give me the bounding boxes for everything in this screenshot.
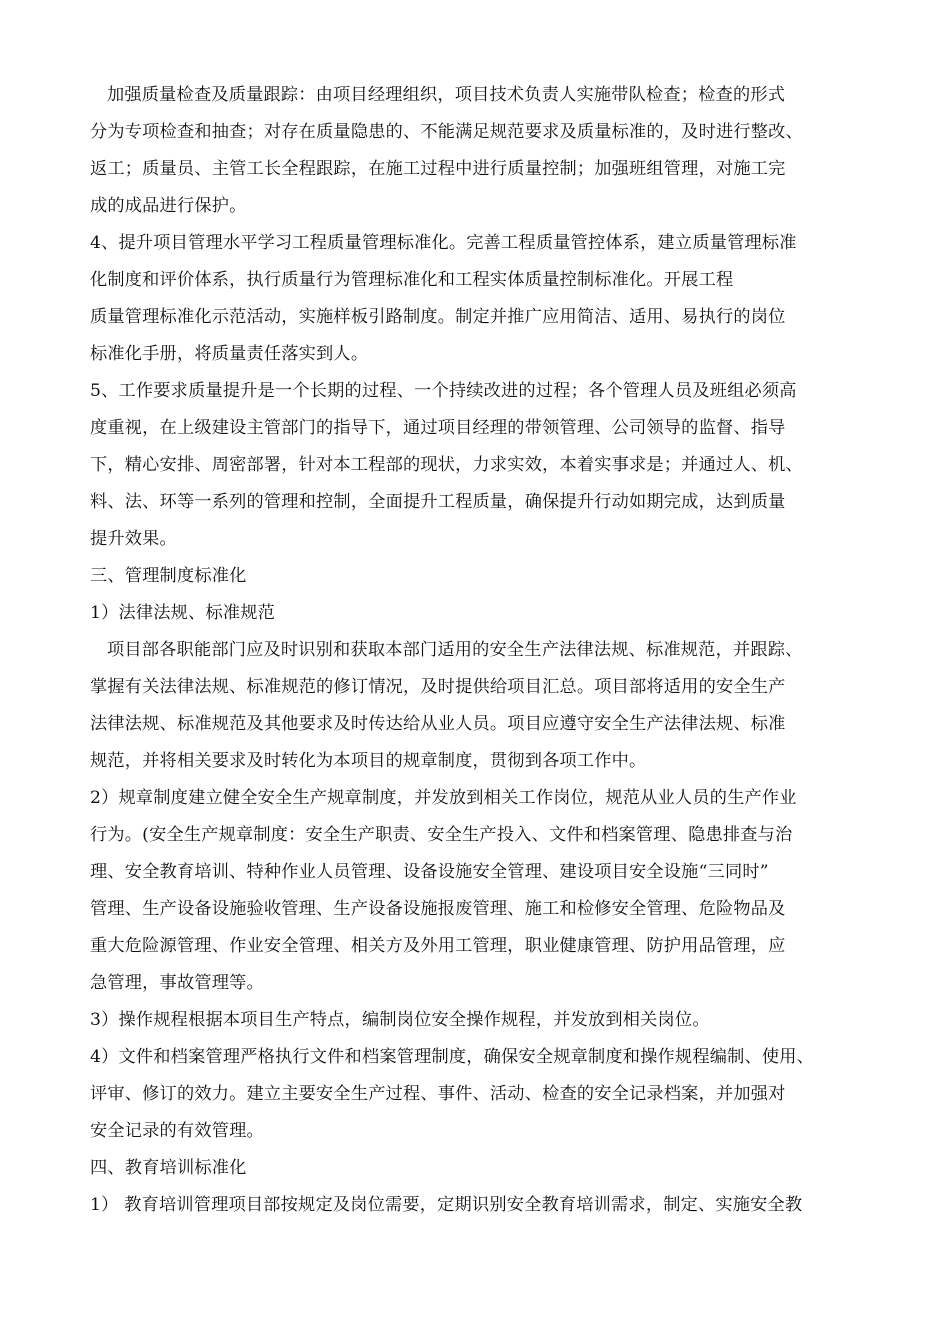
text-line: 提升效果。 xyxy=(90,529,177,549)
text-line: 管理、生产设备设施验收管理、生产设备设施报废管理、施工和检修安全管理、危险物品及 xyxy=(90,899,786,919)
text-line: 理、安全教育培训、特种作业人员管理、设备设施安全管理、建设项目安全设施“三同时” xyxy=(90,862,769,882)
paragraph-laws-body xyxy=(90,632,860,780)
paragraph-quality-inspection xyxy=(90,77,860,225)
text-line: 分为专项检查和抽查；对存在质量隐患的、不能满足规范要求及质量标准的，及时进行整改、 xyxy=(90,122,803,142)
text-line: 掌握有关法律法规、标准规范的修订情况，及时提供给项目汇总。项目部将适用的安全生产 xyxy=(90,677,786,697)
section-heading-management-system xyxy=(90,558,860,595)
text-line: 3）操作规程根据本项目生产特点，编制岗位安全操作规程，并发放到相关岗位。 xyxy=(90,1010,710,1030)
text-line: 2）规章制度建立健全安全生产规章制度，并发放到相关工作岗位，规范从业人员的生产作业 xyxy=(90,788,797,808)
text-line: 重大危险源管理、作业安全管理、相关方及外用工管理，职业健康管理、防护用品管理，应 xyxy=(90,936,786,956)
text-line: 4）文件和档案管理严格执行文件和档案管理制度，确保安全规章制度和操作规程编制、使用、 xyxy=(90,1047,815,1067)
paragraph-item-5 xyxy=(90,373,860,558)
subsection-heading-laws xyxy=(90,595,860,632)
heading-text: 三、管理制度标准化 xyxy=(90,566,247,586)
text-line: 度重视，在上级建设主管部门的指导下，通过项目经理的带领管理、公司领导的监督、指导 xyxy=(90,418,786,438)
text-line: 安全记录的有效管理。 xyxy=(90,1121,264,1141)
text-line: 评审、修订的效力。建立主要安全生产过程、事件、活动、检查的安全记录档案，并加强对 xyxy=(90,1084,786,1104)
text-line: 化制度和评价体系，执行质量行为管理标准化和工程实体质量控制标准化。开展工程 xyxy=(90,270,734,290)
text-line: 质量管理标准化示范活动，实施样板引路制度。制定并推广应用简洁、适用、易执行的岗位 xyxy=(90,307,786,327)
text-line: 法律法规、标准规范及其他要求及时传达给从业人员。项目应遵守安全生产法律法规、标准 xyxy=(90,714,786,734)
text-line: 行为。(安全生产规章制度：安全生产职责、安全生产投入、文件和档案管理、隐患排查与治 xyxy=(90,825,793,845)
text-line: 下，精心安排、周密部署，针对本工程部的现状，力求实效，本着实事求是；并通过人、机、 xyxy=(90,455,803,475)
section-heading-education-training xyxy=(90,1150,860,1187)
paragraph-training-management xyxy=(90,1187,860,1224)
text-line: 返工；质量员、主管工长全程跟踪，在施工过程中进行质量控制；加强班组管理，对施工完 xyxy=(90,159,786,179)
text-line: 成的成品进行保护。 xyxy=(90,196,247,216)
text-line: 加强质量检查及质量跟踪：由项目经理组织，项目技术负责人实施带队检查；检查的形式 xyxy=(107,85,786,105)
paragraph-item-4 xyxy=(90,225,860,373)
document-page xyxy=(90,77,860,1224)
heading-text: 1）法律法规、标准规范 xyxy=(90,603,276,623)
text-line: 标准化手册，将质量责任落实到人。 xyxy=(90,344,369,364)
text-line: 料、法、环等一系列的管理和控制，全面提升工程质量，确保提升行动如期完成，达到质量 xyxy=(90,492,786,512)
text-line: 规范，并将相关要求及时转化为本项目的规章制度，贯彻到各项工作中。 xyxy=(90,751,647,771)
text-line: 项目部各职能部门应及时识别和获取本部门适用的安全生产法律法规、标准规范，并跟踪、 xyxy=(107,640,803,660)
paragraph-operating-procedures xyxy=(90,1002,860,1039)
paragraph-rules-regulations xyxy=(90,780,860,1002)
paragraph-document-archive xyxy=(90,1039,860,1150)
text-line: 4、提升项目管理水平学习工程质量管理标准化。完善工程质量管控体系，建立质量管理标准 xyxy=(90,233,797,253)
text-line: 1） 教育培训管理项目部按规定及岗位需要，定期识别安全教育培训需求，制定、实施安全教 xyxy=(90,1195,803,1215)
text-line: 急管理，事故管理等。 xyxy=(90,973,264,993)
heading-text: 四、教育培训标准化 xyxy=(90,1158,247,1178)
text-line: 5、工作要求质量提升是一个长期的过程、一个持续改进的过程；各个管理人员及班组必须高 xyxy=(90,381,797,401)
